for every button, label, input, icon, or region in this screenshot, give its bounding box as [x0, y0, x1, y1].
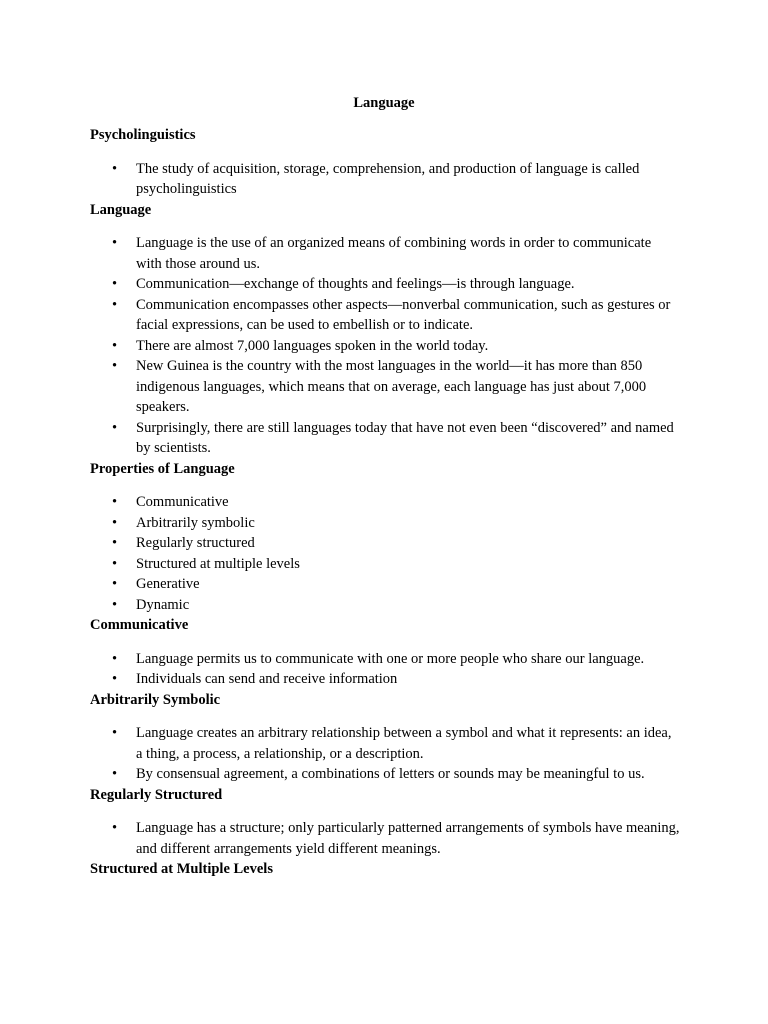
section: [90, 859, 680, 880]
bullet-list: [90, 492, 680, 615]
list-item: [90, 295, 680, 336]
bullet-icon: •: [112, 337, 118, 354]
list-item-text: The study of acquisition, storage, comprehension, and production of language is called psycholinguistics: [136, 160, 640, 197]
section: [90, 200, 680, 459]
list-item-text: Dynamic: [136, 596, 190, 613]
section-heading: Arbitrarily Symbolic: [90, 691, 221, 708]
list-item-text: Individuals can send and receive information: [136, 671, 398, 687]
bullet-icon: •: [112, 535, 118, 551]
list-item: [90, 649, 680, 670]
bullet-icon: •: [112, 725, 118, 741]
list-item-text: Language permits us to communicate with one or more people who share our language.: [136, 650, 645, 667]
bullet-list: [90, 818, 680, 859]
section: [90, 125, 680, 200]
list-item: [90, 233, 680, 274]
bullet-icon: •: [112, 494, 118, 510]
list-item-text: By consensual agreement, a combinations of letters or sounds may be meaningful to us.: [136, 766, 645, 782]
list-item: [90, 418, 680, 459]
bullet-icon: •: [112, 276, 118, 292]
list-item: [90, 159, 680, 200]
bullet-list: [90, 159, 680, 200]
list-item-text: Surprisingly, there are still languages today that have not even been “discovered” and named by scientists.: [136, 419, 674, 456]
document-title: Language: [353, 95, 415, 111]
bullet-icon: •: [112, 419, 118, 436]
bullet-icon: •: [112, 766, 118, 782]
bullet-icon: •: [112, 514, 118, 531]
document-body: [90, 125, 680, 880]
list-item-text: Communication—exchange of thoughts and feelings—is through language.: [136, 276, 575, 292]
list-item-text: Arbitrarily symbolic: [136, 514, 255, 531]
list-item: [90, 764, 680, 785]
list-item-text: Language creates an arbitrary relationship between a symbol and what it represents: an idea, a thing, a process, a relationship, or a description.: [136, 725, 672, 762]
list-item-text: Regularly structured: [136, 535, 255, 551]
section: [90, 459, 680, 616]
section-heading: Properties of Language: [90, 460, 235, 477]
list-item: [90, 336, 680, 357]
list-item-text: Language is the use of an organized means of combining words in order to communicate with those around us.: [136, 235, 652, 272]
bullet-list: [90, 233, 680, 459]
bullet-list: [90, 723, 680, 785]
bullet-icon: •: [112, 596, 118, 613]
list-item-text: Communication encompasses other aspects—nonverbal communication, such as gestures or facial expressions, can be used to embellish or to indicate.: [136, 296, 671, 333]
list-item: [90, 818, 680, 859]
list-item-text: New Guinea is the country with the most languages in the world—it has more than 850 indigenous languages, which means that on average, each language has just about 7,000 speakers.: [136, 358, 647, 415]
bullet-icon: •: [112, 555, 118, 572]
list-item-text: Communicative: [136, 494, 229, 510]
list-item: [90, 595, 680, 616]
list-item: [90, 533, 680, 554]
section-heading: Communicative: [90, 617, 189, 633]
list-item: [90, 274, 680, 295]
list-item-text: Generative: [136, 576, 200, 592]
section: [90, 690, 680, 785]
list-item: [90, 723, 680, 764]
list-item: [90, 513, 680, 534]
list-item: [90, 669, 680, 690]
list-item: [90, 574, 680, 595]
section-heading: Psycholinguistics: [90, 127, 196, 143]
bullet-icon: •: [112, 576, 118, 592]
bullet-icon: •: [112, 358, 118, 374]
list-item: [90, 554, 680, 575]
list-item-text: There are almost 7,000 languages spoken in the world today.: [136, 337, 489, 354]
section-heading: Structured at Multiple Levels: [90, 861, 273, 877]
list-item-text: Language has a structure; only particularly patterned arrangements of symbols have meaning, and different arrangements yield different meanings.: [136, 820, 680, 857]
section: [90, 615, 680, 690]
section-heading: Regularly Structured: [90, 786, 223, 803]
section: [90, 785, 680, 860]
bullet-icon: •: [112, 160, 118, 177]
bullet-icon: •: [112, 820, 118, 836]
section-heading: Language: [90, 201, 152, 218]
bullet-icon: •: [112, 650, 118, 667]
bullet-icon: •: [112, 671, 118, 687]
list-item-text: Structured at multiple levels: [136, 555, 300, 572]
list-item: [90, 356, 680, 418]
bullet-icon: •: [112, 235, 118, 251]
list-item: [90, 492, 680, 513]
bullet-icon: •: [112, 296, 118, 313]
bullet-list: [90, 649, 680, 690]
